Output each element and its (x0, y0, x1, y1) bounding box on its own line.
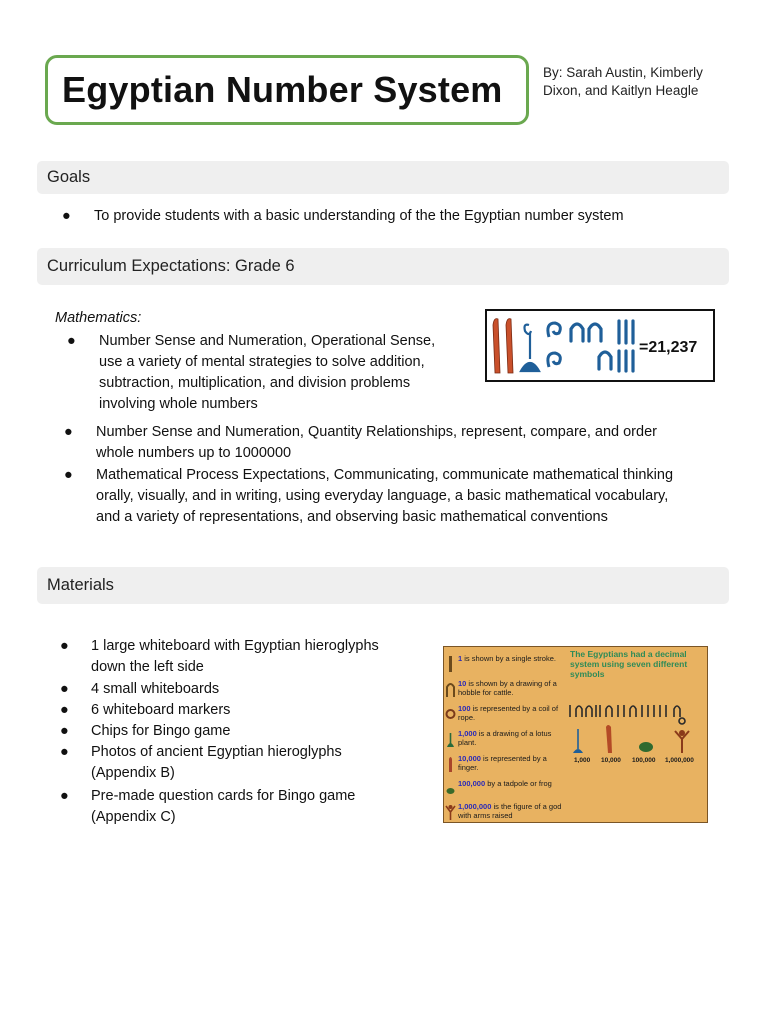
bullet: ● (60, 723, 69, 739)
egyptian-symbols-chart (443, 646, 708, 823)
symbol-label: 1,000 (574, 757, 591, 764)
authors: By: Sarah Austin, Kimberly Dixon, and Kaitlyn Heagle (543, 65, 703, 98)
coil-icon (445, 704, 456, 724)
lotus-icon (445, 729, 456, 749)
hobble-icon (445, 679, 456, 699)
goals-item-text: To provide students with a basic understanding of the the Egyptian number system (94, 208, 624, 224)
curriculum-item-line: involving whole numbers (99, 396, 258, 412)
bullet: ● (60, 788, 69, 804)
symbol-row (444, 653, 564, 677)
curriculum-item-line: and a variety of representations, and observing basic mathematical conventions (96, 509, 608, 525)
page-title: Egyptian Number System (62, 69, 503, 110)
symbol-number: 100 (458, 704, 471, 713)
materials-item (60, 700, 430, 721)
hieroglyph-example-image (485, 309, 715, 382)
finger-icon (445, 754, 456, 774)
curriculum-item (67, 331, 467, 415)
symbol-row (444, 778, 564, 802)
tadpole-icon (445, 779, 456, 799)
bullet: ● (64, 467, 73, 483)
symbol-row (444, 678, 564, 702)
materials-item-line: Photos of ancient Egyptian hieroglyphs (91, 744, 342, 760)
chart-heading: The Egyptians had a decimal system using seven different symbols (570, 649, 688, 679)
materials-item-line: (Appendix B) (91, 765, 175, 781)
symbol-number: 10,000 (458, 754, 481, 763)
symbol-number: 1,000 (458, 729, 477, 738)
bullet: ● (62, 208, 71, 224)
materials-item (60, 742, 430, 784)
curriculum-heading: Curriculum Expectations: Grade 6 (37, 248, 729, 285)
curriculum-item-line: Mathematical Process Expectations, Communicating, communicate mathematical thinking (96, 467, 674, 483)
symbol-row (444, 801, 564, 823)
materials-item-line: 4 small whiteboards (91, 681, 220, 697)
stroke-icon (445, 654, 456, 674)
curriculum-item (64, 465, 724, 528)
materials-item-line: (Appendix C) (91, 809, 176, 825)
curriculum-item-line: Number Sense and Numeration, Operational Sense, (99, 333, 436, 349)
symbol-label: 10,000 (601, 757, 621, 764)
materials-item-line: 1 large whiteboard with Egyptian hieroglyphs (91, 638, 379, 654)
materials-item (60, 786, 430, 828)
hieroglyph-numerals-icon (487, 311, 713, 380)
title-box (45, 55, 529, 125)
symbol-number: 1,000,000 (458, 802, 492, 811)
symbol-label: 100,000 (632, 757, 656, 764)
materials-item-line: Pre-made question cards for Bingo game (91, 788, 356, 804)
symbol-row (444, 728, 564, 752)
symbol-description: is shown by a single stroke. (462, 654, 556, 663)
hieroglyph-symbols-icon (566, 691, 706, 763)
curriculum-item-line: Number Sense and Numeration, Quantity Relationships, represent, compare, and order (96, 424, 657, 440)
materials-item-line: down the left side (91, 659, 204, 675)
bullet: ● (60, 744, 69, 760)
symbol-number: 100,000 (458, 779, 486, 788)
symbol-label: 1,000,000 (665, 757, 694, 764)
symbol-description: is shown by a drawing of a hobble for cattle. (458, 679, 557, 697)
bullet: ● (60, 702, 69, 718)
materials-item-line: 6 whiteboard markers (91, 702, 231, 718)
materials-heading: Materials (37, 567, 729, 604)
symbol-description: is the figure of a god with arms raised (458, 802, 562, 820)
symbol-description: by a tadpole or frog (485, 779, 552, 788)
symbol-row (444, 703, 564, 727)
symbol-number: 1 (458, 654, 463, 663)
curriculum-item-line: whole numbers up to 1000000 (96, 445, 292, 461)
symbol-number: 10 (458, 679, 467, 688)
god-figure-icon (445, 802, 456, 822)
symbol-description: is represented by a coil of rope. (458, 704, 559, 722)
hieroglyph-equation: =21,237 (639, 339, 698, 356)
curriculum-item-line: orally, visually, and in writing, using everyday language, a basic mathematical vocabulary, (96, 488, 669, 504)
symbol-description: is represented by a finger. (458, 754, 547, 772)
curriculum-item-line: subtraction, multiplication, and division problems (99, 375, 411, 391)
bullet: ● (60, 681, 69, 697)
curriculum-item-line: use a variety of mental strategies to solve addition, (99, 354, 425, 370)
bullet: ● (64, 424, 73, 440)
goals-heading: Goals (37, 161, 729, 194)
bullet: ● (67, 333, 76, 349)
bullet: ● (60, 638, 69, 654)
symbol-description: is a drawing of a lotus plant. (458, 729, 552, 747)
materials-item (60, 636, 430, 678)
goals-item (62, 206, 722, 228)
materials-item (60, 721, 430, 742)
curriculum-item (64, 422, 724, 464)
mathematics-label: Mathematics: (55, 310, 142, 326)
materials-item (60, 679, 430, 700)
symbol-row (444, 753, 564, 777)
materials-item-line: Chips for Bingo game (91, 723, 231, 739)
